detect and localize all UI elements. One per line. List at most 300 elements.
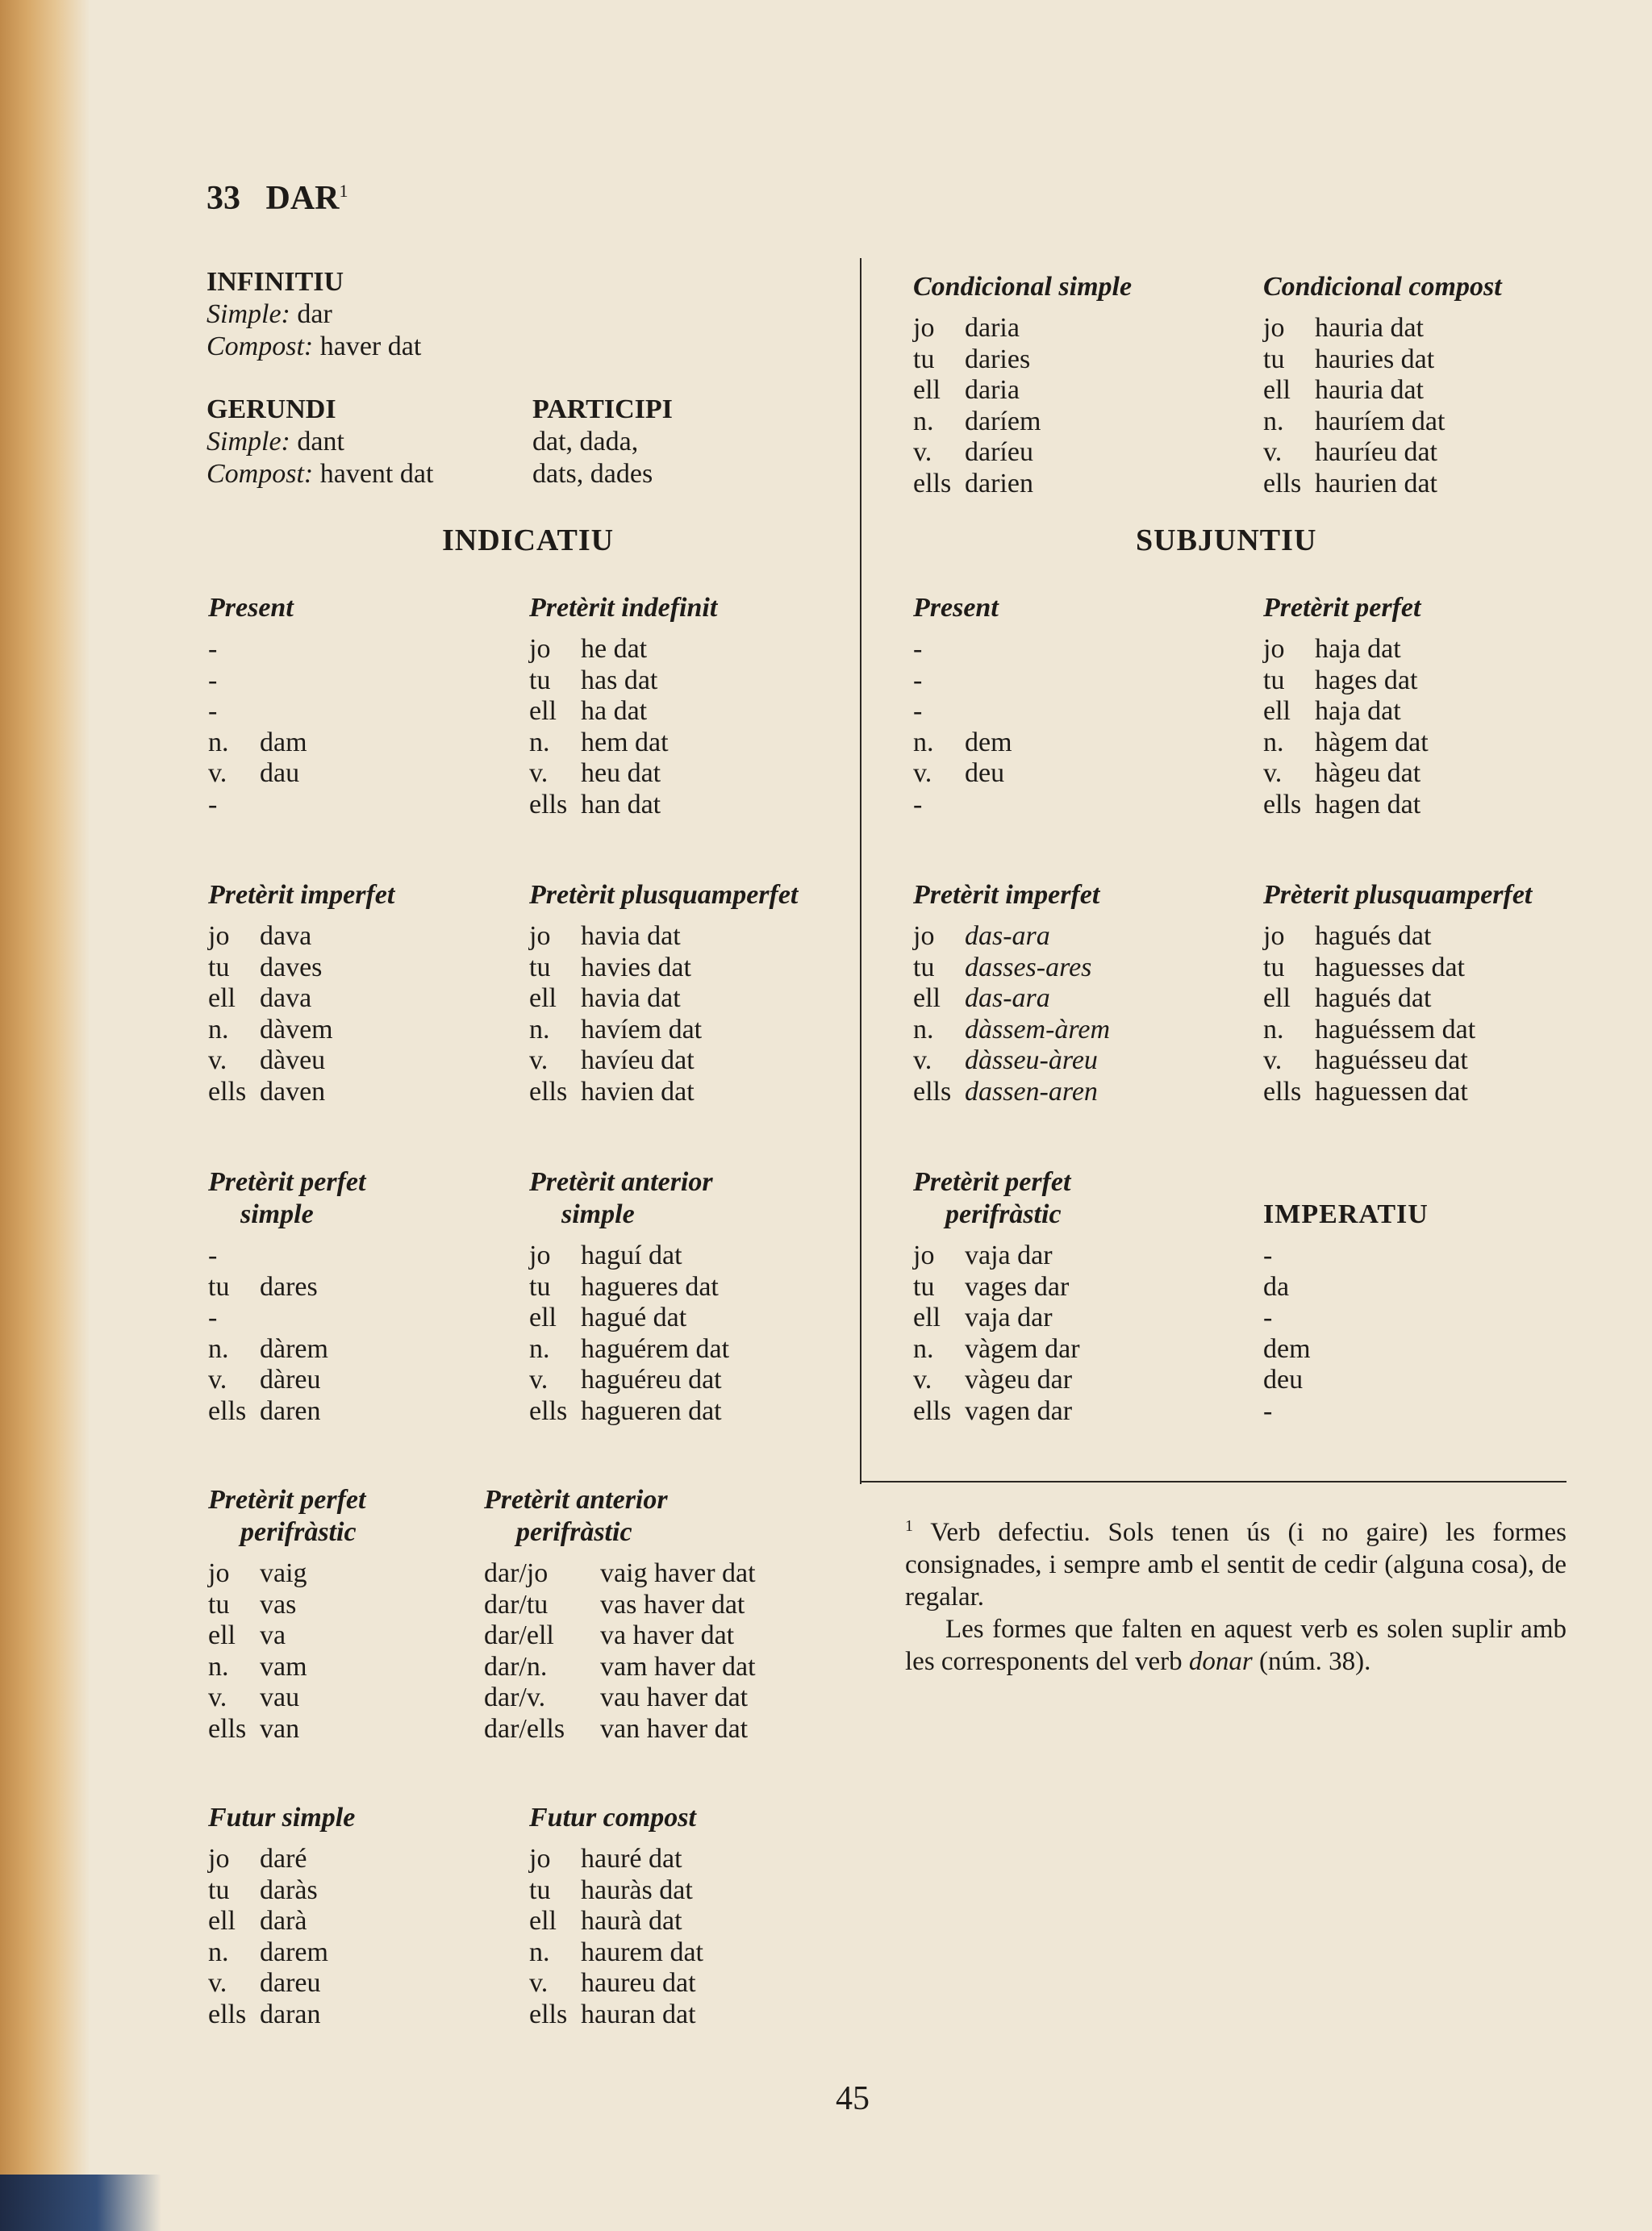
- section-subjuntiu-preterit-imperfet: [913, 879, 1110, 1108]
- conjugation-row: [208, 728, 307, 759]
- person-label: jo: [913, 1241, 935, 1270]
- conjugation-row: [913, 1303, 1080, 1334]
- verb-form: hem dat: [581, 727, 669, 757]
- person-label: ell: [529, 1906, 557, 1937]
- person-label: ells: [208, 1713, 247, 1744]
- verb-form: vaig: [260, 1558, 307, 1588]
- verb-form: dava: [260, 921, 312, 951]
- verb-form: hagen dat: [1315, 789, 1421, 819]
- person-label: n.: [208, 1014, 229, 1045]
- person-label: ell: [208, 983, 236, 1014]
- person-label: -: [913, 789, 923, 819]
- person-label: n.: [529, 1014, 550, 1045]
- conjugation-row: [208, 1714, 365, 1745]
- gerundi-simple: [206, 426, 433, 458]
- participi-line1: dat, dada,: [532, 427, 639, 457]
- verb-form: dava: [260, 983, 312, 1014]
- person-label: n.: [913, 406, 934, 436]
- verb-form: va: [260, 1620, 286, 1651]
- conjugation-row: [529, 758, 717, 790]
- conjugation-row: [529, 696, 717, 728]
- conjugation-row: [1263, 983, 1532, 1015]
- person-label: -: [913, 696, 923, 727]
- section-title: Present: [913, 593, 999, 623]
- person-label: ells: [208, 1395, 247, 1426]
- conjugation-rows: [1263, 921, 1532, 1108]
- conjugation-row: [208, 1303, 365, 1334]
- gerundi-simple-label: Simple:: [206, 427, 290, 457]
- verb-form: haguessen dat: [1315, 1076, 1468, 1107]
- verb-form: vau haver dat: [600, 1683, 749, 1713]
- verb-form: vaja dar: [965, 1303, 1053, 1333]
- person-label: dar/n.: [484, 1651, 548, 1682]
- person-label: -: [208, 634, 218, 664]
- conjugation-row: [913, 1045, 1110, 1077]
- person-label: v.: [208, 1683, 227, 1713]
- verb-form: hàgeu dat: [1315, 758, 1421, 789]
- subjuntiu-heading: SUBJUNTIU: [1136, 523, 1317, 557]
- person-label: n.: [913, 727, 934, 757]
- person-label: jo: [913, 313, 935, 343]
- conjugation-row: [913, 469, 1132, 500]
- verb-form: dareu: [260, 1968, 321, 1999]
- conjugation-row: [529, 728, 717, 759]
- conjugation-row: [208, 1015, 394, 1046]
- section-futur-simple: [208, 1802, 355, 2031]
- conjugation-rows: [208, 921, 394, 1108]
- section-title: IMPERATIU: [1263, 1199, 1429, 1229]
- infinitiu-simple: [206, 298, 421, 331]
- conjugation-row: [913, 1272, 1080, 1303]
- conjugation-row: [484, 1714, 756, 1745]
- verb-form: haguérem dat: [581, 1333, 730, 1364]
- conjugation-row: [529, 790, 717, 821]
- conjugation-rows: [208, 1844, 355, 2031]
- person-label: ell: [208, 1620, 236, 1651]
- verb-form: das-ara: [965, 921, 1050, 951]
- person-label: n.: [913, 1014, 934, 1045]
- verb-form: vaja dar: [965, 1241, 1053, 1270]
- conjugation-row: [913, 983, 1110, 1015]
- person-label: v.: [208, 1365, 227, 1395]
- person-label: dar/jo: [484, 1558, 549, 1588]
- conjugation-row: [1263, 1303, 1429, 1334]
- verb-form: hauríeu dat: [1315, 437, 1437, 468]
- conjugation-row: [1263, 407, 1502, 438]
- person-label: n.: [1263, 727, 1284, 757]
- conjugation-row: [529, 953, 798, 984]
- conjugation-row: [484, 1683, 756, 1714]
- conjugation-row: [1263, 1365, 1429, 1396]
- person-label: -: [208, 696, 218, 727]
- person-label: jo: [529, 634, 551, 664]
- conjugation-row: [529, 1844, 703, 1875]
- person-label: tu: [1263, 665, 1285, 695]
- footnote: [905, 1510, 1566, 1678]
- verb-form: hagués dat: [1315, 983, 1432, 1014]
- conjugation-row: [208, 1875, 355, 1907]
- section-indicatiu-preterit-anterior-perifrastic: [484, 1484, 756, 1745]
- verb-form: dàvem: [260, 1014, 333, 1045]
- section-subtitle: perifràstic: [240, 1517, 357, 1547]
- verb-form: daríem: [965, 406, 1041, 436]
- verb-form: daria: [965, 375, 1020, 406]
- conjugation-row: [913, 344, 1132, 376]
- person-label: jo: [529, 921, 551, 951]
- conjugation-row: [208, 665, 307, 697]
- verb-form: van: [260, 1713, 300, 1744]
- conjugation-rows: [484, 1558, 756, 1745]
- gerundi-heading: GERUNDI: [206, 394, 336, 424]
- verb-form: dares: [260, 1271, 318, 1302]
- section-title: Pretèrit anterior: [529, 1167, 713, 1197]
- verb-form: dàreu: [260, 1365, 321, 1395]
- conjugation-row: [913, 728, 1012, 759]
- conjugation-rows: [913, 313, 1132, 500]
- verb-form: hagué dat: [581, 1303, 687, 1333]
- verb-form: vagen dar: [965, 1395, 1073, 1426]
- verb-form: daríeu: [965, 437, 1033, 468]
- footnote-text-1: Verb defectiu. Sols tenen ús (i no gaire) les formes consignades, i sempre amb el sentit de cedir (alguna cosa), de regalar.: [905, 1518, 1567, 1612]
- person-label: v.: [208, 1968, 227, 1999]
- footnote-text-2b: (núm. 38).: [1258, 1647, 1371, 1676]
- person-label: dar/v.: [484, 1683, 546, 1713]
- conjugation-row: [913, 1015, 1110, 1046]
- verb-form: vàgeu dar: [965, 1365, 1073, 1395]
- person-label: ells: [529, 1395, 568, 1426]
- page-number: 45: [836, 2080, 870, 2117]
- verb-form: hauria dat: [1315, 313, 1424, 343]
- person-label: -: [208, 1241, 218, 1270]
- person-label: ells: [1263, 468, 1302, 498]
- page-title: [206, 179, 348, 218]
- person-label: jo: [1263, 921, 1285, 951]
- person-label: v.: [529, 1045, 549, 1076]
- conjugation-row: [529, 1968, 703, 2000]
- verb-form: daran: [260, 1999, 321, 2029]
- verb-form: haja dat: [1315, 634, 1401, 664]
- person-label: v.: [529, 758, 549, 789]
- person-label: ell: [1263, 983, 1291, 1014]
- infinitiu-compost-label: Compost:: [206, 332, 314, 361]
- verb-form: haurà dat: [581, 1906, 682, 1937]
- person-label: n.: [529, 727, 550, 757]
- person-label: ell: [913, 1303, 941, 1333]
- conjugation-row: [208, 1558, 365, 1590]
- footnote-paragraph-2: [905, 1613, 1566, 1678]
- person-label: tu: [1263, 344, 1285, 374]
- person-label: ells: [208, 1076, 247, 1107]
- section-indicatiu-preterit-perfet-simple: [208, 1166, 365, 1428]
- conjugation-row: [208, 790, 307, 821]
- person-label: jo: [529, 1241, 551, 1270]
- person-label: tu: [529, 952, 551, 982]
- verb-form: hàgem dat: [1315, 727, 1429, 757]
- verb-form: haureu dat: [581, 1968, 696, 1999]
- conjugation-row: [1263, 1334, 1429, 1366]
- conjugation-row: [1263, 1015, 1532, 1046]
- person-label: v.: [913, 437, 932, 468]
- section-subjuntiu-present: [913, 592, 1012, 821]
- conjugation-row: [1263, 1077, 1532, 1108]
- person-label: tu: [208, 1589, 230, 1620]
- person-label: -: [913, 665, 923, 695]
- verb-form: havíem dat: [581, 1014, 703, 1045]
- infinitiu-simple-label: Simple:: [206, 299, 290, 329]
- verb-form: -: [1263, 1241, 1273, 1270]
- conjugation-row: [1263, 375, 1502, 407]
- verb-form: hauré dat: [581, 1844, 682, 1874]
- conjugation-row: [208, 1334, 365, 1366]
- verb-form: van haver dat: [600, 1713, 749, 1744]
- person-label: ell: [1263, 375, 1291, 406]
- conjugation-row: [208, 758, 307, 790]
- section-title: Condicional compost: [1263, 272, 1502, 302]
- verb-form: dàrem: [260, 1333, 328, 1364]
- verb-form: vam haver dat: [600, 1651, 756, 1682]
- section-title: Condicional simple: [913, 272, 1133, 302]
- verb-form: daries: [965, 344, 1031, 374]
- person-label: tu: [913, 1271, 935, 1302]
- verb-form: das-ara: [965, 983, 1050, 1014]
- participi-heading: PARTICIPI: [532, 394, 673, 424]
- person-label: tu: [529, 1271, 551, 1302]
- footnote-marker: 1: [905, 1517, 913, 1535]
- person-label: ells: [913, 1076, 952, 1107]
- verb-form: vas: [260, 1589, 297, 1620]
- conjugation-row: [484, 1652, 756, 1683]
- verb-form: dau: [260, 758, 300, 789]
- section-imperatiu: [1263, 1199, 1429, 1428]
- person-label: n.: [208, 1333, 229, 1364]
- infinitiu-compost-value: haver dat: [319, 332, 422, 361]
- conjugation-row: [1263, 728, 1429, 759]
- person-label: tu: [529, 665, 551, 695]
- book-spine-shadow: [0, 0, 90, 2231]
- vertical-divider: [860, 258, 861, 1484]
- conjugation-row: [913, 1077, 1110, 1108]
- conjugation-row: [529, 634, 717, 665]
- verb-form: haja dat: [1315, 696, 1401, 727]
- verb-form: dàssem-àrem: [965, 1014, 1111, 1045]
- conjugation-row: [913, 313, 1132, 344]
- person-label: ell: [208, 1906, 236, 1937]
- section-indicatiu-preterit-anterior-simple: [529, 1166, 729, 1428]
- section-subtitle: simple: [240, 1199, 314, 1229]
- person-label: tu: [913, 344, 935, 374]
- verb-form: hages dat: [1315, 665, 1418, 695]
- conjugation-row: [529, 1077, 798, 1108]
- verb-form: dàsseu-àreu: [965, 1045, 1098, 1076]
- conjugation-row: [529, 1015, 798, 1046]
- verb-form: haguéssem dat: [1315, 1014, 1476, 1045]
- person-label: n.: [913, 1333, 934, 1364]
- conjugation-row: [529, 1396, 729, 1428]
- section-title: Futur compost: [529, 1803, 696, 1833]
- verb-form: darem: [260, 1937, 328, 1967]
- person-label: ell: [529, 983, 557, 1014]
- verb-form: da: [1263, 1271, 1290, 1302]
- verb-form: vàgem dar: [965, 1333, 1080, 1364]
- section-title: Pretèrit perfet: [208, 1485, 366, 1515]
- person-label: v.: [1263, 1045, 1283, 1076]
- conjugation-row: [1263, 437, 1502, 469]
- infinitiu-block: [206, 266, 421, 363]
- conjugation-row: [913, 921, 1110, 953]
- verb-form: hagueren dat: [581, 1395, 722, 1426]
- section-futur-compost: [529, 1802, 703, 2031]
- verb-form: daràs: [260, 1874, 318, 1905]
- verb-form: haurem dat: [581, 1937, 703, 1967]
- conjugation-row: [913, 1334, 1080, 1366]
- verb-form: dem: [965, 727, 1012, 757]
- conjugation-row: [913, 407, 1132, 438]
- verb-form: dàveu: [260, 1045, 326, 1076]
- conjugation-rows: [529, 921, 798, 1108]
- section-title: Prèterit plusquamperfet: [1263, 880, 1533, 910]
- conjugation-rows: [208, 634, 307, 821]
- person-label: ells: [529, 789, 568, 819]
- conjugation-row: [1263, 1045, 1532, 1077]
- verb-form: hagueres dat: [581, 1271, 719, 1302]
- verb-form: hauran dat: [581, 1999, 696, 2029]
- verb-form: haguéreu dat: [581, 1365, 722, 1395]
- conjugation-row: [913, 790, 1012, 821]
- conjugation-rows: [1263, 1241, 1429, 1428]
- conjugation-row: [208, 1683, 365, 1714]
- conjugation-row: [208, 1045, 394, 1077]
- person-label: ell: [529, 1303, 557, 1333]
- person-label: ells: [913, 1395, 952, 1426]
- person-label: n.: [529, 1333, 550, 1364]
- conjugation-row: [529, 2000, 703, 2031]
- conjugation-row: [913, 1396, 1080, 1428]
- conjugation-row: [1263, 1272, 1429, 1303]
- conjugation-row: [1263, 665, 1429, 697]
- section-title: Pretèrit imperfet: [913, 880, 1100, 910]
- person-label: tu: [1263, 952, 1285, 982]
- person-label: v.: [208, 758, 227, 789]
- person-label: ell: [913, 375, 941, 406]
- conjugation-row: [1263, 1241, 1429, 1272]
- person-label: ells: [1263, 1076, 1302, 1107]
- conjugation-row: [208, 1077, 394, 1108]
- person-label: jo: [208, 1558, 230, 1588]
- conjugation-row: [913, 375, 1132, 407]
- verb-form: -: [1263, 1303, 1273, 1333]
- conjugation-row: [208, 1968, 355, 2000]
- infinitiu-heading: INFINITIU: [206, 267, 344, 297]
- person-label: -: [208, 789, 218, 819]
- verb-form: daria: [965, 313, 1020, 343]
- section-title: Present: [208, 593, 294, 623]
- participi-line2: dats, dades: [532, 459, 653, 489]
- indicatiu-heading: INDICATIU: [442, 523, 615, 557]
- conjugation-row: [208, 1937, 355, 1969]
- verb-form: heu dat: [581, 758, 661, 789]
- conjugation-row: [529, 1334, 729, 1366]
- conjugation-row: [1263, 953, 1532, 984]
- person-label: ells: [529, 1076, 568, 1107]
- conjugation-row: [1263, 469, 1502, 500]
- conjugation-row: [1263, 758, 1429, 790]
- conjugation-rows: [208, 1241, 365, 1428]
- verb-form: deu: [965, 758, 1005, 789]
- conjugation-rows: [1263, 634, 1429, 821]
- verb-form: vau: [260, 1683, 300, 1713]
- conjugation-row: [484, 1558, 756, 1590]
- conjugation-row: [529, 1272, 729, 1303]
- conjugation-row: [529, 665, 717, 697]
- person-label: jo: [913, 921, 935, 951]
- person-label: tu: [913, 952, 935, 982]
- conjugation-rows: [913, 634, 1012, 821]
- conjugation-row: [208, 1652, 365, 1683]
- conjugation-row: [529, 921, 798, 953]
- conjugation-rows: [1263, 313, 1502, 500]
- infinitiu-compost: [206, 331, 421, 363]
- verb-form: -: [1263, 1395, 1273, 1426]
- conjugation-row: [529, 1365, 729, 1396]
- person-label: tu: [208, 952, 230, 982]
- conjugation-rows: [913, 921, 1110, 1108]
- person-label: v.: [529, 1365, 549, 1395]
- section-title: Pretèrit perfet: [913, 1167, 1071, 1197]
- person-label: jo: [529, 1844, 551, 1874]
- section-indicatiu-preterit-perfet-perifrastic: [208, 1484, 365, 1745]
- verb-form: dassen-aren: [965, 1076, 1098, 1107]
- conjugation-row: [1263, 696, 1429, 728]
- verb-form: has dat: [581, 665, 658, 695]
- conjugation-row: [913, 665, 1012, 697]
- infinitiu-simple-value: dar: [297, 299, 332, 329]
- verb-form: havia dat: [581, 921, 681, 951]
- section-title: Futur simple: [208, 1803, 356, 1833]
- person-label: ell: [913, 983, 941, 1014]
- verb-form: darien: [965, 468, 1033, 498]
- conjugation-row: [529, 1045, 798, 1077]
- person-label: n.: [529, 1937, 550, 1967]
- conjugation-row: [208, 983, 394, 1015]
- section-title: Pretèrit perfet: [1263, 593, 1421, 623]
- conjugation-rows: [913, 1241, 1080, 1428]
- person-label: n.: [208, 1651, 229, 1682]
- section-subjuntiu-preterit-perfet-perifrastic: [913, 1166, 1080, 1428]
- person-label: tu: [208, 1271, 230, 1302]
- conjugation-row: [484, 1620, 756, 1652]
- person-label: tu: [529, 1874, 551, 1905]
- person-label: jo: [1263, 313, 1285, 343]
- person-label: v.: [1263, 437, 1283, 468]
- conjugation-rows: [529, 1241, 729, 1428]
- person-label: jo: [1263, 634, 1285, 664]
- conjugation-row: [913, 1241, 1080, 1272]
- person-label: -: [913, 634, 923, 664]
- verb-form: va haver dat: [600, 1620, 735, 1651]
- person-label: n.: [1263, 1014, 1284, 1045]
- verb-form: dasses-ares: [965, 952, 1092, 982]
- conjugation-row: [1263, 313, 1502, 344]
- person-label: -: [208, 1303, 218, 1333]
- verb-form: haguésseu dat: [1315, 1045, 1468, 1076]
- conjugation-row: [208, 1241, 365, 1272]
- conjugation-row: [208, 1272, 365, 1303]
- conjugation-row: [913, 758, 1012, 790]
- person-label: ell: [529, 696, 557, 727]
- verb-form: havies dat: [581, 952, 691, 982]
- conjugation-row: [1263, 344, 1502, 376]
- section-subjuntiu-preterit-plusquamperfet: [1263, 879, 1532, 1108]
